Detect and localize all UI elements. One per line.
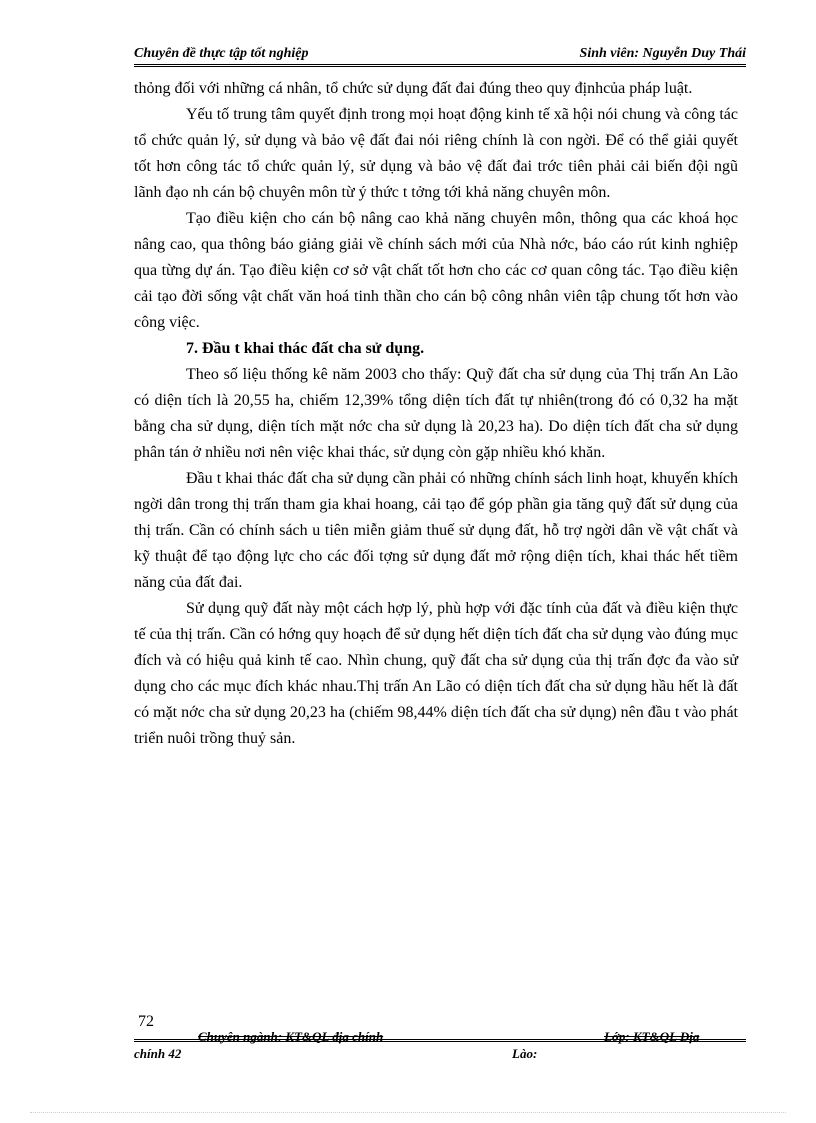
section-heading: 7. Đầu t khai thác đất cha sử dụng. — [186, 340, 425, 357]
footer-class-continued: chính 42 — [134, 1046, 182, 1061]
footer-major: Chuyên ngành: KT&QL địa chính — [198, 1029, 384, 1044]
paragraph: thỏng đối với những cá nhân, tổ chức sử dụng đất đai đúng theo quy địnhcủa pháp luật. — [134, 80, 693, 97]
footer-class: Lớp: KT&QL Địa — [604, 1029, 700, 1044]
paragraph: Theo số liệu thống kê năm 2003 cho thấy: Quỹ đất cha sử dụng của Thị trấn An Lão có diện tích là 20,55 ha, chiếm 12,39% tổng diện tích đất tự nhiên(trong đó có 0,32 ha mặt bằng cha sử dụng, diện tích mặt nớc cha sử dụng là 20,23 ha). Do diện tích đất cha sử dụng phân tán ở nhiều nơi nên việc khai thác, sử dụng còn gặp nhiều khó khăn. — [134, 366, 738, 461]
paragraph: Sử dụng quỹ đất này một cách hợp lý, phù hợp với đặc tính của đất và điều kiện thực tế của thị trấn. Cần có hớng quy hoạch để sử dụng hết diện tích đất cha sử dụng vào đúng mục đích và có hiệu quả kinh tế cao. Nhìn chung, quỹ đất cha sử dụng của thị trấn đợc đa vào sử dụng cho các mục đích khác nhau.Thị trấn An Lão có diện tích đất cha sử dụng hầu hết là đất có mặt nớc cha sử dụng 20,23 ha (chiếm 98,44% diện tích đất cha sử dụng) nên đầu t vào phát triển nuôi trồng thuỷ sản. — [134, 600, 738, 747]
paragraph: Đầu t khai thác đất cha sử dụng cần phải có những chính sách linh hoạt, khuyến khích ngời dân trong thị trấn tham gia khai hoang, cải tạo để góp phần gia tăng quỹ đất sử dụng của thị trấn. Cần có chính sách u tiên miễn giảm thuế sử dụng đất, hỗ trợ ngời dân về vật chất và kỹ thuật để tạo động lực cho các đối tợng sử dụng đất mở rộng diện tích, khai thác hết tiềm năng của đất đai. — [134, 470, 738, 591]
paragraph: Tạo điều kiện cho cán bộ nâng cao khả năng chuyên môn, thông qua các khoá học nâng cao, qua thông báo giảng giải về chính sách mới của Nhà nớc, báo cáo rút kinh nghiệp qua từng dự án. Tạo điều kiện cơ sở vật chất tốt hơn cho các cơ quan công tác. Tạo điều kiện cải tạo đời sống vật chất văn hoá tinh thần cho cán bộ công nhân viên tập chung tốt hơn vào công việc. — [134, 210, 738, 331]
footer-rule — [134, 1039, 746, 1042]
body-text — [134, 76, 738, 752]
page-bottom-border — [30, 1112, 786, 1113]
page-number: 72 — [138, 1013, 154, 1030]
header-left-title: Chuyên đề thực tập tốt nghiệp — [134, 46, 309, 61]
paragraph: Yếu tố trung tâm quyết định trong mọi hoạt động kinh tế xã hội nói chung và công tác tổ chức quản lý, sử dụng và bảo vệ đất đai nói riêng chính là con ngời. Để có thể giải quyết tốt hơn công tác tổ chức quản lý, sử dụng và bảo vệ đất đai trớc tiên phải cải biến đội ngũ lãnh đạo nh cán bộ chuyên môn từ ý thức t tởng tới khả năng chuyên môn. — [134, 106, 738, 201]
header-author: Sinh viên: Nguyễn Duy Thái — [579, 46, 746, 61]
page-header — [134, 44, 746, 66]
header-rule — [134, 64, 746, 67]
footer-label: Lào: — [512, 1046, 538, 1061]
